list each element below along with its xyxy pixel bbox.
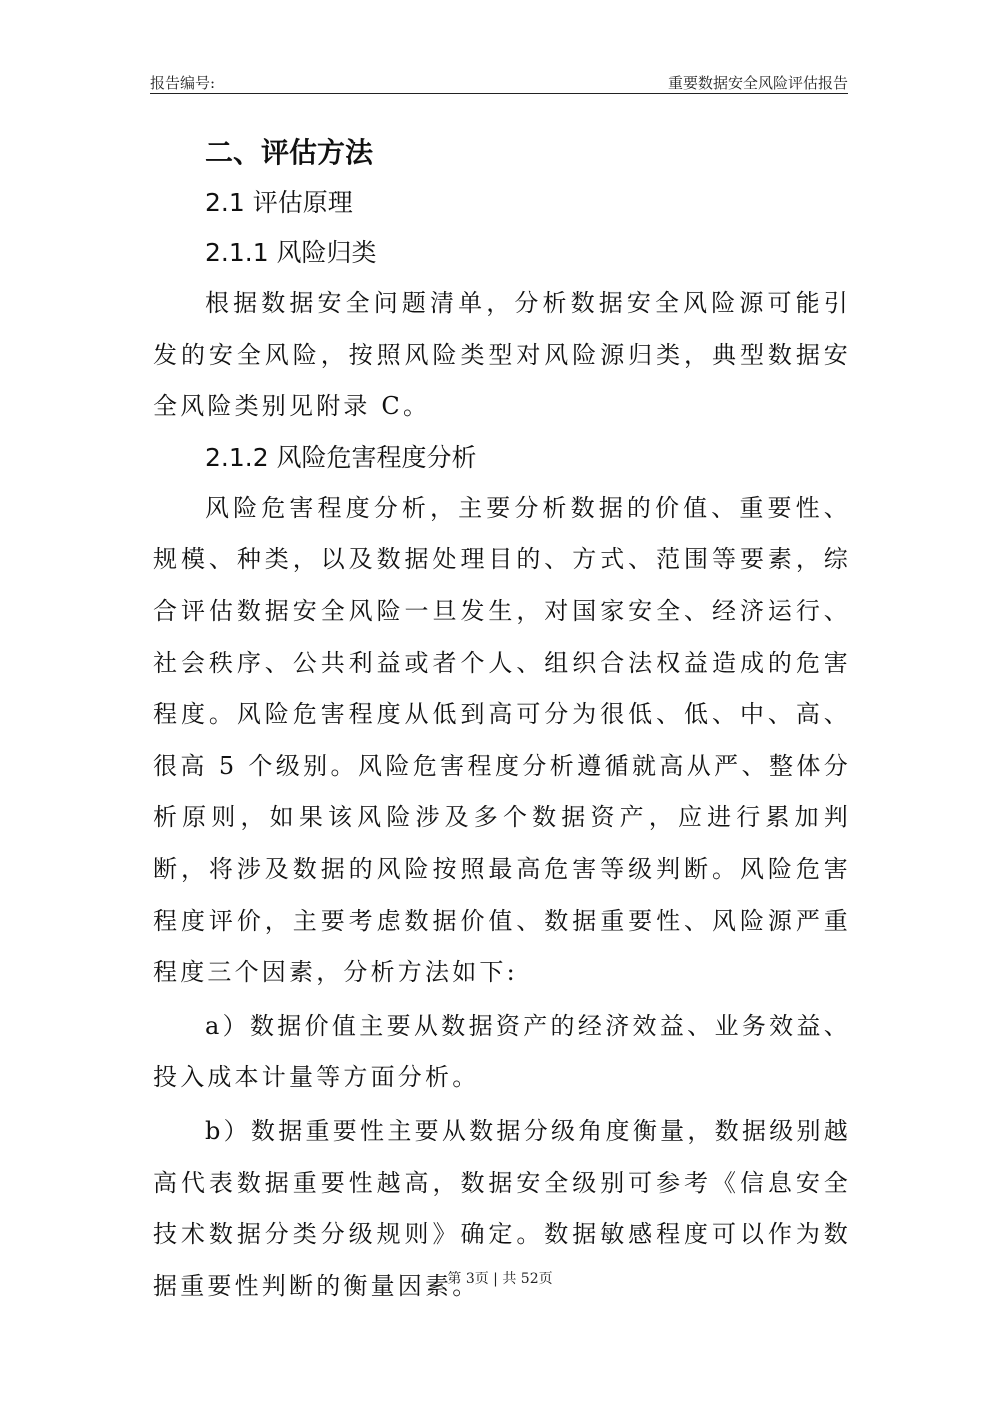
paragraph-risk-classification: 根据数据安全问题清单，分析数据安全风险源可能引发的安全风险，按照风险类型对风险源归类，典型数据安全风险类别见附录 C。: [153, 289, 851, 421]
report-title: 重要数据安全风险评估报告: [667, 74, 848, 92]
paragraph-risk-harm-analysis: 风险危害程度分析，主要分析数据的价值、重要性、规模、种类，以及数据处理目的、方式、范围等要素，综合评估数据安全风险一旦发生，对国家安全、经济运行、社会秩序、公共利益或者个人、组织合法权益造成的危害程度。风险危害程度从低到高可分为很低、低、中、高、很高 5 个级别。风险危害程度分析遵循就高从严、整体分析原则，如果该风险涉及多个数据资产，应进行累加判断，将涉及数据的风险按照最高危害等级判断。风险危害程度评价，主要考虑数据价值、数据重要性、风险源严重程度三个因素，分析方法如下:: [153, 493, 851, 987]
subsection-heading-2-1-2: 2.1.2 风险危害程度分析: [205, 442, 477, 472]
page-number: 第 3页 | 共 52页: [447, 1271, 553, 1287]
report-number-label: 报告编号:: [150, 74, 216, 92]
document-body: [153, 128, 851, 1312]
subsection-heading-2-1: 2.1 评估原理: [205, 188, 353, 217]
section-heading: 二、评估方法: [205, 136, 374, 169]
subsection-heading-2-1-1: 2.1.1 风险归类: [205, 238, 377, 267]
list-item-a: a）数据价值主要从数据资产的经济效益、业务效益、投入成本计量等方面分析。: [153, 1011, 851, 1092]
header-divider: [150, 93, 848, 94]
list-item-b: b）数据重要性主要从数据分级角度衡量，数据级别越高代表数据重要性越高，数据安全级别可参考《信息安全技术数据分类分级规则》确定。数据敏感程度可以作为数据重要性判断的衡量因素。: [153, 1116, 851, 1300]
page-header: [150, 70, 848, 94]
